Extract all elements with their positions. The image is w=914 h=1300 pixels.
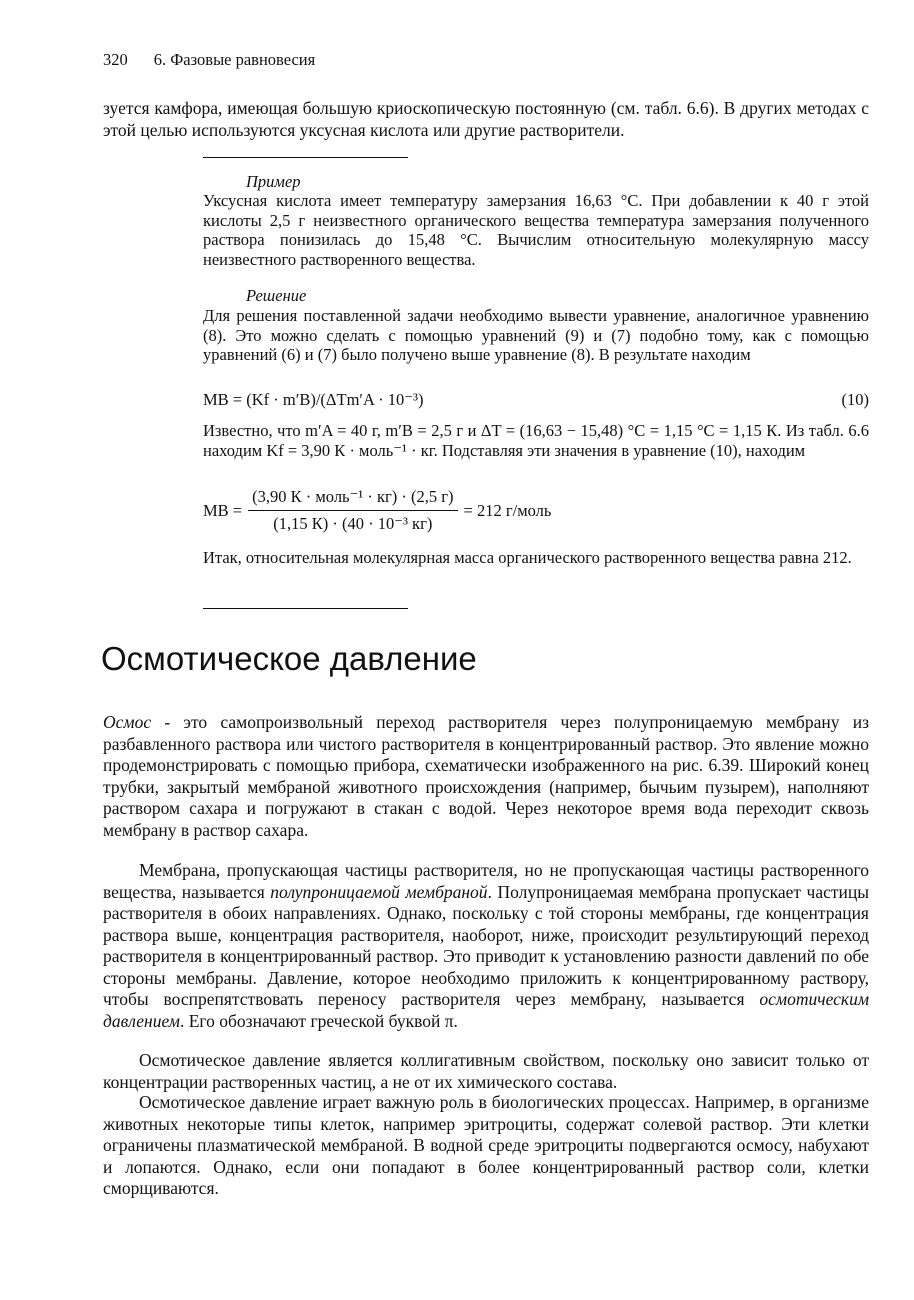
p2-part-c: . Его обозначают греческой буквой π.: [179, 1010, 458, 1031]
equation-10: [203, 390, 869, 410]
calculation: [203, 487, 551, 534]
example-text: Уксусная кислота имеет температуру замерзания 16,63 °С. При добавлении к 40 г этой кислоты 2,5 г неизвестного органического вещества температура замерзания полученного раствора понизилась до 15,48 °С. Вычислим относительную молекулярную массу неизвестного растворенного вещества.: [203, 191, 869, 269]
chapter-title: 6. Фазовые равновесия: [153, 50, 316, 69]
intro-paragraph: зуется камфора, имеющая большую криоскопическую постоянную (см. табл. 6.6). В других методах с этой целью используются уксусная кислота или другие растворители.: [103, 98, 869, 140]
osmosis-paragraph-3: Осмотическое давление является коллигативным свойством, поскольку оно зависит только от концентрации растворенных частиц, а не от их химического состава.: [103, 1050, 869, 1092]
calc-lhs: MB =: [203, 500, 243, 520]
example-title: Пример: [246, 172, 301, 191]
p2-part-b: . Полупроницаемая мембрана пропускает частицы растворителя в обоих направлениях. Однако, поскольку с той стороны мембраны, где концентрация раствора выше, концентрация растворителя, наоборот, ниже, происходит результирующий переход растворителя в концентрированный раствор. Это приводит к установлению разности давлений по обе стороны мембраны. Давление, которое необходимо приложить к концентрированному раствору, чтобы воспрепятствовать переносу растворителя через мембрану, называется: [103, 881, 869, 1009]
top-divider: [203, 157, 408, 158]
conclusion-text: Итак, относительная молекулярная масса органического растворенного вещества равна 212.: [203, 548, 852, 567]
p1-text: - это самопроизвольный переход растворителя через полупроницаемую мембрану из разбавленного раствора или чистого растворителя в концентрированный раствор. Это явление можно продемонстрировать с помощью прибора, схематически изображенного на рис. 6.39. Широкий конец трубки, закрытый мембраной животного происхождения (например, бычьим пузырем), наполняют раствором сахара и погружают в стакан с водой. Через некоторое время вода переходит сквозь мембрану в раствор сахара.: [103, 712, 869, 840]
known-values-text: Известно, что m′A = 40 г, m′B = 2,5 г и ΔT = (16,63 − 15,48) °С = 1,15 °С = 1,15 К. Из табл. 6.6 находим Kf = 3,90 К · моль⁻¹ · кг. Подставляя эти значения в уравнение (10), находим: [203, 421, 869, 460]
calc-numerator: (3,90 К · моль⁻¹ · кг) · (2,5 г): [248, 487, 457, 511]
osmosis-paragraph-1: [103, 712, 869, 841]
osmosis-paragraph-2: [103, 860, 869, 1032]
bottom-divider: [203, 608, 408, 609]
calc-denominator: (1,15 К) · (40 · 10⁻³ кг): [273, 514, 433, 533]
equation-formula: MB = (Kf · m′B)/(ΔTm′A · 10⁻³): [203, 390, 424, 409]
osmosis-paragraph-4: Осмотическое давление играет важную роль в биологических процессах. Например, в организме животных некоторые типы клеток, например эритроциты, содержат солевой раствор. Эти клетки ограничены плазматической мембраной. В водной среде эритроциты подвергаются осмосу, набухают и лопаются. Однако, если они попадают в более концентрированный раствор соли, клетки сморщиваются.: [103, 1092, 869, 1198]
solution-title: Решение: [246, 286, 307, 305]
equation-number: (10): [841, 390, 869, 409]
term-osmotic-pressure: осмотическим давлением: [103, 989, 869, 1031]
calc-result: = 212 г/моль: [463, 500, 552, 520]
page-number: 320: [103, 50, 128, 69]
p2-part-a: Мембрана, пропускающая частицы растворителя, но не пропускающая частицы растворенного вещества, называется: [103, 860, 869, 902]
term-osmosis: Осмос: [103, 712, 152, 732]
term-semipermeable-membrane: полупроницаемой мембраной: [270, 881, 488, 902]
section-heading: Осмотическое давление: [101, 640, 477, 677]
solution-text: Для решения поставленной задачи необходимо вывести уравнение, аналогичное уравнению (8). Это можно сделать с помощью уравнений (9) и (7) подобно тому, как с помощью уравнений (6) и (7) было получено выше уравнение (8). В результате находим: [203, 306, 869, 364]
calc-fraction: [248, 487, 457, 534]
running-head: [103, 50, 315, 70]
